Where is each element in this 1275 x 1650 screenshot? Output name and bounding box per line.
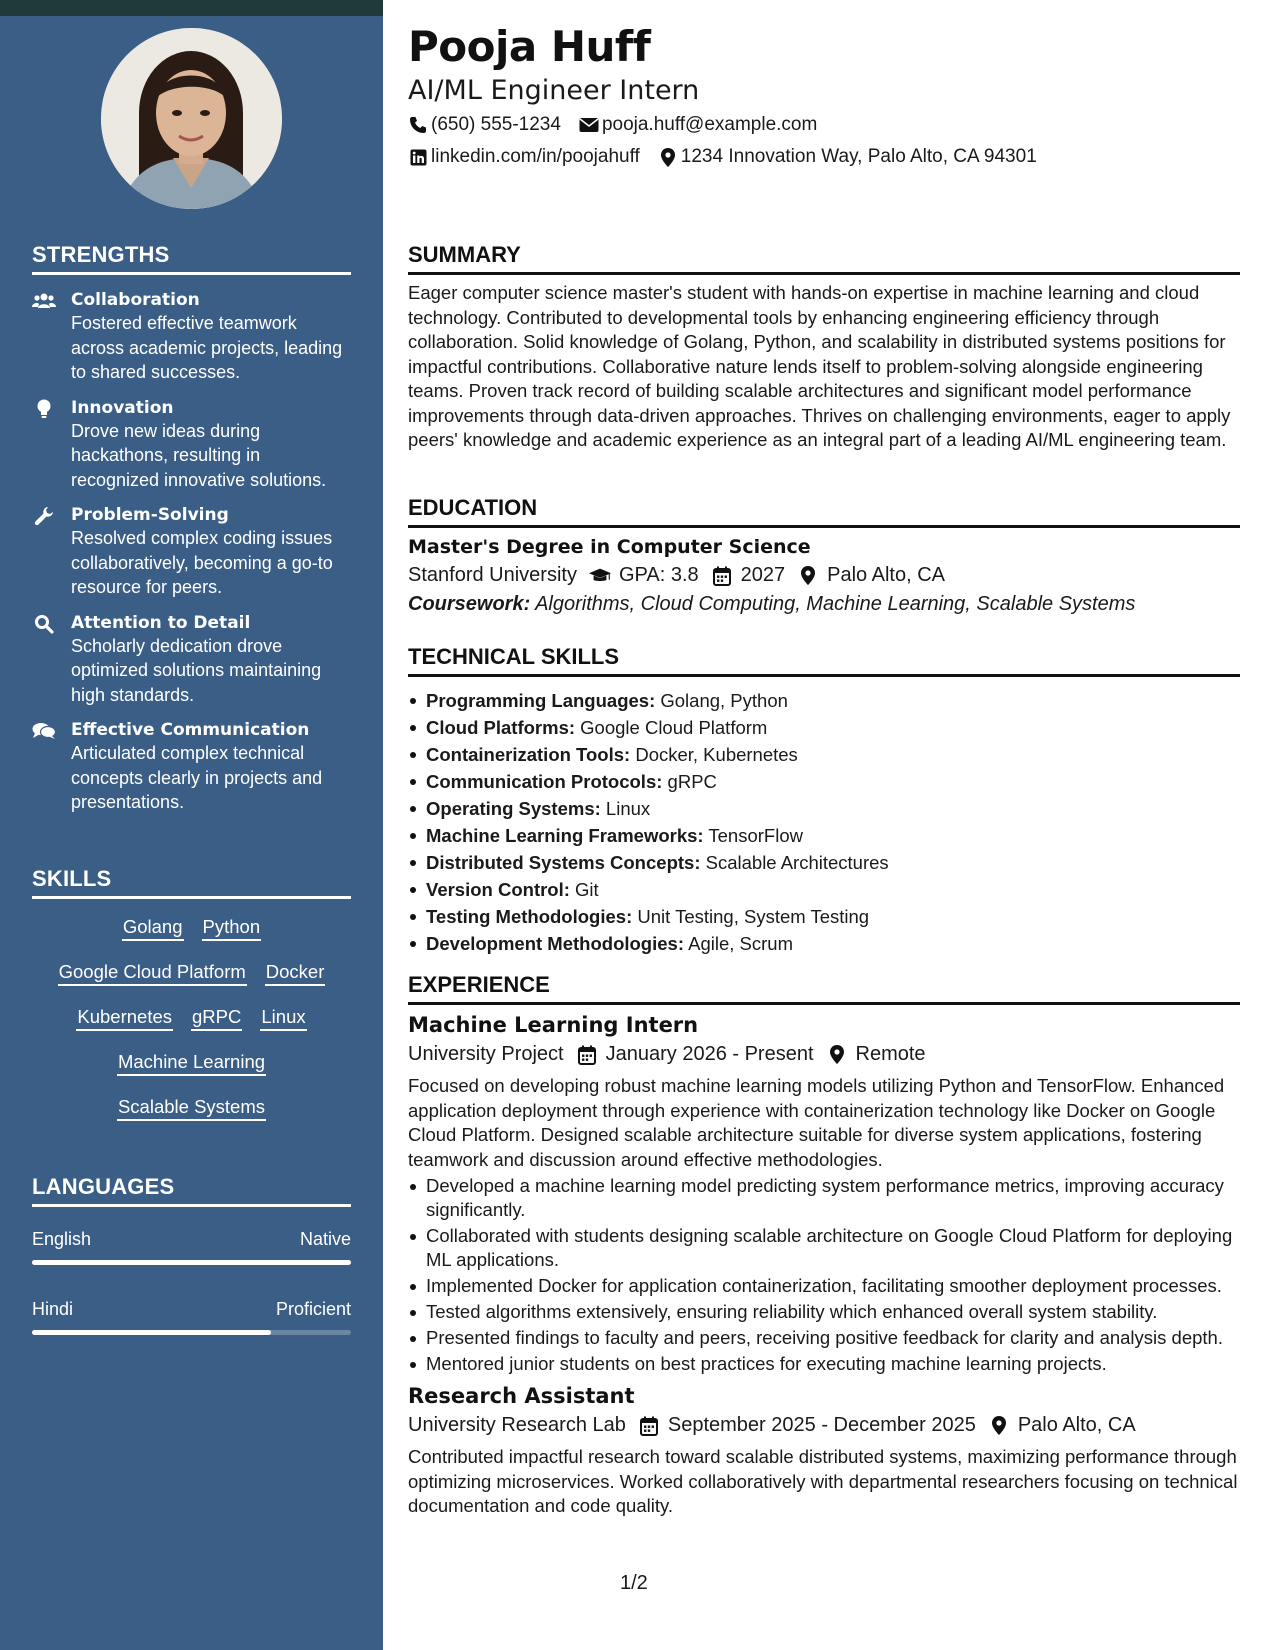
users-icon <box>32 291 56 311</box>
strength-title: Innovation <box>71 397 174 418</box>
job-dates: September 2025 - December 2025 <box>667 1414 976 1436</box>
language-bar <box>32 1330 351 1335</box>
technical-skills-list <box>408 687 1240 957</box>
list-item: Presented findings to faculty and peers, receiving positive feedback for clarity and analysis depth. <box>408 1326 1240 1350</box>
skill-values: TensorFlow <box>708 825 803 846</box>
email-text[interactable]: pooja.huff@example.com <box>601 114 818 135</box>
skill-tag: Linux <box>260 1005 306 1031</box>
skill-values: Golang, Python <box>660 690 788 711</box>
address-text: 1234 Innovation Way, Palo Alto, CA 94301 <box>680 146 1037 167</box>
degree-title: Master's Degree in Computer Science <box>408 536 811 558</box>
strength-item <box>32 397 351 493</box>
skill-category: Communication Protocols: <box>426 771 663 792</box>
coursework-label: Coursework: <box>408 593 531 615</box>
list-item <box>408 687 1240 714</box>
strength-title: Problem-Solving <box>71 505 229 525</box>
language-bar-fill <box>32 1330 271 1335</box>
skill-values: Scalable Architectures <box>705 852 889 873</box>
contact-line-2 <box>408 146 1037 168</box>
skill-tag: Kubernetes <box>76 1005 173 1031</box>
skill-category: Cloud Platforms: <box>426 717 576 738</box>
list-item <box>408 795 1240 822</box>
skill-tag: gRPC <box>191 1005 242 1031</box>
languages-section <box>32 1174 351 1335</box>
strength-desc: Articulated complex technical concepts clearly in projects and presentations. <box>71 743 323 812</box>
strength-desc: Fostered effective teamwork across academic projects, leading to shared successes. <box>71 313 343 382</box>
list-item: Collaborated with students designing scalable architecture on Google Cloud Platform for deploying ML applications. <box>408 1224 1240 1272</box>
coursework-line <box>408 593 1240 616</box>
skill-values: Linux <box>605 798 651 819</box>
skill-values: Git <box>575 879 599 900</box>
skill-category: Development Methodologies: <box>426 933 684 954</box>
job-title: Machine Learning Intern <box>408 1013 699 1037</box>
linkedin-text[interactable]: linkedin.com/in/poojahuff <box>431 146 640 167</box>
list-item <box>408 714 1240 741</box>
technical-skills-section <box>408 644 1240 957</box>
skill-tag: Machine Learning <box>117 1050 266 1076</box>
location-icon <box>658 147 678 167</box>
strengths-heading: STRENGTHS <box>32 242 351 275</box>
graduation-year: 2027 <box>740 564 786 586</box>
skill-category: Containerization Tools: <box>426 744 631 765</box>
job-summary: Focused on developing robust machine learning models utilizing Python and TensorFlow. Enhanced application deployment through experience with containerization technology like Docker on Google Cloud Platform. Designed scalable architecture suitable for diverse system applications, fostering teamwork and discussion around effective methodologies. <box>408 1075 1225 1170</box>
calendar-icon <box>638 1415 660 1437</box>
skill-values: Unit Testing, System Testing <box>637 906 870 927</box>
wrench-icon <box>32 506 56 526</box>
skill-category: Testing Methodologies: <box>426 906 633 927</box>
language-name: English <box>32 1229 92 1249</box>
list-item <box>408 768 1240 795</box>
job-entry <box>408 1384 1240 1519</box>
list-item: Implemented Docker for application containerization, facilitating smoother deployment processes. <box>408 1274 1240 1298</box>
job-entry <box>408 1013 1240 1376</box>
skills-heading: SKILLS <box>32 866 351 899</box>
technical-skills-heading: TECHNICAL SKILLS <box>408 644 1240 677</box>
skill-values: gRPC <box>667 771 717 792</box>
page-number: 1/2 <box>620 1572 648 1594</box>
language-bar <box>32 1260 351 1265</box>
location-icon <box>797 565 819 587</box>
list-item <box>408 903 1240 930</box>
language-item <box>32 1227 351 1265</box>
language-item <box>32 1297 351 1335</box>
job-bullets <box>408 1174 1240 1376</box>
list-item: Developed a machine learning model predicting system performance metrics, improving accuracy significantly. <box>408 1174 1240 1222</box>
summary-heading: SUMMARY <box>408 242 1240 275</box>
search-icon <box>32 614 56 634</box>
skill-tag: Scalable Systems <box>117 1095 266 1121</box>
strength-title: Collaboration <box>71 290 200 310</box>
strength-title: Effective Communication <box>71 720 310 740</box>
sidebar <box>0 0 383 1650</box>
location-icon <box>826 1044 848 1066</box>
strength-title: Attention to Detail <box>71 612 251 633</box>
job-title: Research Assistant <box>408 1384 635 1408</box>
list-item <box>408 930 1240 957</box>
education-section <box>408 495 1240 616</box>
strength-item <box>32 612 351 708</box>
languages-heading: LANGUAGES <box>32 1174 351 1207</box>
experience-section <box>408 972 1240 1519</box>
candidate-title: AI/ML Engineer Intern <box>408 75 700 106</box>
education-location: Palo Alto, CA <box>827 564 945 586</box>
job-org: University Project <box>408 1043 564 1065</box>
education-heading: EDUCATION <box>408 495 1240 528</box>
language-level: Native <box>299 1229 351 1249</box>
list-item <box>408 822 1240 849</box>
skill-tag: Docker <box>265 960 326 986</box>
experience-heading: EXPERIENCE <box>408 972 1240 1005</box>
skill-category: Distributed Systems Concepts: <box>426 852 701 873</box>
language-name: Hindi <box>32 1299 74 1319</box>
job-location: Remote <box>855 1043 926 1065</box>
calendar-icon <box>576 1044 598 1066</box>
summary-text: Eager computer science master's student with hands-on expertise in machine learning and cloud technology. Contributed to developmental tools by enhancing engineering efficiency through collaboration. Solid knowledge of Golang, Python, and scalability in distributed systems positions for impactful contributions. Collaborative nature lends itself to problem-solving alongside engineering teams. Proven track record of building scalable architectures and significant model performance improvements through data-driven approaches. Thrives on challenging environments, eager to apply peers' knowledge and academic experience as an integral part of a leading AI/ML engineering team. <box>408 282 1231 450</box>
skill-tag: Python <box>202 915 262 941</box>
job-meta <box>408 1043 1240 1066</box>
coursework-text: Algorithms, Cloud Computing, Machine Learning, Scalable Systems <box>535 593 1136 615</box>
language-bar-fill <box>32 1260 351 1265</box>
phone-text: (650) 555-1234 <box>431 114 561 135</box>
gpa-text: GPA: 3.8 <box>618 564 699 586</box>
contact-line-1 <box>408 114 817 136</box>
skill-values: Google Cloud Platform <box>580 717 768 738</box>
skill-tag: Google Cloud Platform <box>58 960 247 986</box>
skill-values: Agile, Scrum <box>688 933 793 954</box>
profile-photo <box>101 28 282 209</box>
skill-category: Version Control: <box>426 879 570 900</box>
job-org: University Research Lab <box>408 1414 626 1436</box>
summary-section <box>408 242 1240 453</box>
graduation-cap-icon <box>589 565 611 587</box>
comments-icon <box>32 721 56 741</box>
strength-desc: Drove new ideas during hackathons, resulting in recognized innovative solutions. <box>71 420 327 490</box>
language-level: Proficient <box>275 1299 351 1319</box>
skill-tag: Golang <box>122 915 184 941</box>
skills-tags <box>32 915 351 1121</box>
email-icon <box>579 115 599 135</box>
strength-desc: Scholarly dedication drove optimized solutions maintaining high standards. <box>71 635 322 705</box>
job-dates: January 2026 - Present <box>605 1043 814 1065</box>
calendar-icon <box>711 565 733 587</box>
list-item: Mentored junior students on best practices for executing machine learning projects. <box>408 1352 1240 1376</box>
job-location: Palo Alto, CA <box>1017 1414 1136 1436</box>
strength-item <box>32 504 351 600</box>
skills-section <box>32 866 351 1121</box>
list-item <box>408 849 1240 876</box>
strength-desc: Resolved complex coding issues collaboratively, becoming a go-to resource for peers. <box>71 528 333 597</box>
strength-item <box>32 289 351 385</box>
school-name: Stanford University <box>408 564 577 586</box>
list-item <box>408 876 1240 903</box>
top-accent-bar <box>0 0 383 16</box>
skill-category: Machine Learning Frameworks: <box>426 825 704 846</box>
lightbulb-icon <box>32 399 56 419</box>
list-item <box>408 741 1240 768</box>
job-meta <box>408 1414 1240 1437</box>
candidate-name: Pooja Huff <box>408 22 651 71</box>
job-summary: Contributed impactful research toward scalable distributed systems, maximizing performance through optimizing microservices. Worked collaboratively with departmental researchers focusing on technical documentation and code quality. <box>408 1446 1238 1516</box>
strength-item <box>32 719 351 815</box>
phone-icon <box>408 115 428 135</box>
education-meta <box>408 564 1240 587</box>
list-item: Tested algorithms extensively, ensuring reliability which enhanced overall system stability. <box>408 1300 1240 1324</box>
linkedin-icon <box>408 147 428 167</box>
strengths-section <box>32 242 351 815</box>
location-icon <box>988 1415 1010 1437</box>
skill-values: Docker, Kubernetes <box>635 744 798 765</box>
skill-category: Operating Systems: <box>426 798 601 819</box>
skill-category: Programming Languages: <box>426 690 656 711</box>
